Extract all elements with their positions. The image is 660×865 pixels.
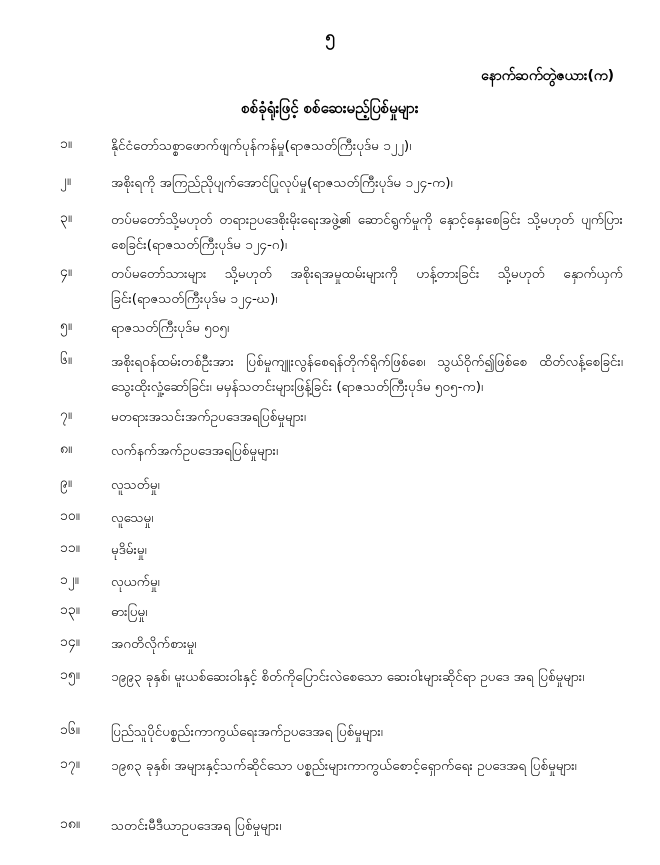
item-text: လက်နက်အက်ဥပဒေအရပြစ်မှုများ၊ — [111, 443, 279, 459]
section-title: စစ်ခုံရုံးဖြင့် စစ်ဆေးမည့်ပြစ်မှုများ — [241, 99, 419, 117]
item-text: လုယက်မှု၊ — [111, 574, 160, 590]
item-text: အစိုးရကို အကြည်ညိုပျက်အောင်ပြုလုပ်မှု(ရာဇသတ်ကြီးပုဒ်မ ၁၂၄-က)၊ — [111, 175, 453, 191]
item-text: လူသေမှု၊ — [111, 510, 154, 526]
item-number: ၁။ — [60, 136, 73, 152]
item-number: ၁၁။ — [60, 540, 80, 556]
item-text: မတရားအသင်းအက်ဥပဒေအရပြစ်မှုများ၊ — [111, 409, 306, 425]
item-number: ၁၆။ — [60, 722, 80, 738]
item-number: ၈။ — [60, 441, 73, 457]
item-number: ၃။ — [60, 210, 73, 226]
item-text: မုဒိမ်းမှု၊ — [111, 542, 147, 558]
item-number: ၅။ — [60, 318, 73, 334]
item-text: ပြည်သူပိုင်ပစ္စည်းကာကွယ်ရေးအက်ဥပဒေအရ ပြစ်မှုများ၊ — [111, 724, 383, 740]
item-text: တပ်မတော်သားများ သို့မဟုတ် အစိုးရအမှုထမ်းများကို ဟန့်တားခြင်း သို့မဟုတ် နှောက်ယှက်ခြင်း(ရာဇသတ်ကြီးပုဒ်မ ၁၂၄-ဃ)၊ — [111, 266, 623, 307]
item-number: ၁၅။ — [60, 667, 80, 683]
item-number: ၁၄။ — [60, 634, 80, 650]
item-number: ၁၀။ — [60, 508, 80, 524]
item-number: ၆။ — [60, 352, 73, 368]
item-text: သတင်းမီဒီယာဥပဒေအရ ပြစ်မှုများ၊ — [111, 818, 282, 834]
item-number: ၉။ — [60, 475, 73, 491]
item-number: ၁၈။ — [60, 816, 81, 832]
item-number: ၂။ — [60, 173, 72, 189]
item-text: နိုင်ငံတော်သစ္စာဖောက်ဖျက်ပုန်ကန်မှု(ရာဇသတ်ကြီးပုဒ်မ ၁၂၂)၊ — [111, 138, 412, 154]
item-text: ၁၉၉၃ ခုနှစ်၊ မူးယစ်ဆေးဝါးနှင့် စိတ်ကိုပြောင်းလဲစေသော ဆေးဝါးများဆိုင်ရာ ဥပဒေ အရ ပြစ်မှုများ၊ — [111, 669, 585, 685]
page-number: ၅ — [325, 27, 335, 47]
item-number: ၇။ — [60, 407, 73, 423]
item-text: တပ်မတော်သို့မဟုတ် တရားဥပဒေစိုးမိုးရေးအဖွဲ့၏ ဆောင်ရွက်မှုကို နှောင့်နှေးစေခြင်း သို့မဟုတ် ပျက်ပြားစေခြင်း(ရာဇသတ်ကြီးပုဒ်မ ၁၂၄-ဂ)၊ — [111, 212, 623, 253]
item-number: ၁၂။ — [60, 572, 79, 588]
item-number: ၁၃။ — [60, 602, 80, 618]
item-text: ဓားပြမှု၊ — [111, 604, 148, 620]
item-text: ၁၉၈၃ ခုနှစ်၊ အများနှင့်သက်ဆိုင်သော ပစ္စည်းများကာကွယ်စောင့်ရှောက်ရေး ဥပဒေအရ ပြစ်မှုများ၊ — [111, 758, 577, 774]
annex-label: နောက်ဆက်တွဲဇယား(က) — [481, 68, 614, 84]
item-text: အစိုးရဝန်ထမ်းတစ်ဦးအား ပြစ်မှုကျူးလွန်စေရန်တိုက်ရိုက်ဖြစ်စေ၊ သွယ်ဝိုက်၍ဖြစ်စေ ထိတ်လန့်စေခြင်း၊ သွေးထိုးလှုံ့ဆော်ခြင်း၊ မမှန်သတင်းများဖြန့်ခြင်း (ရာဇသတ်ကြီးပုဒ်မ ၅၀၅-က)၊ — [111, 354, 623, 395]
item-text: ရာဇသတ်ကြီးပုဒ်မ ၅၀၅၊ — [111, 320, 230, 336]
item-text: အဂတိလိုက်စားမှု၊ — [111, 636, 197, 652]
item-number: ၄။ — [60, 264, 73, 280]
item-number: ၁၇။ — [60, 756, 80, 772]
item-text: လူသတ်မှု၊ — [111, 477, 160, 493]
